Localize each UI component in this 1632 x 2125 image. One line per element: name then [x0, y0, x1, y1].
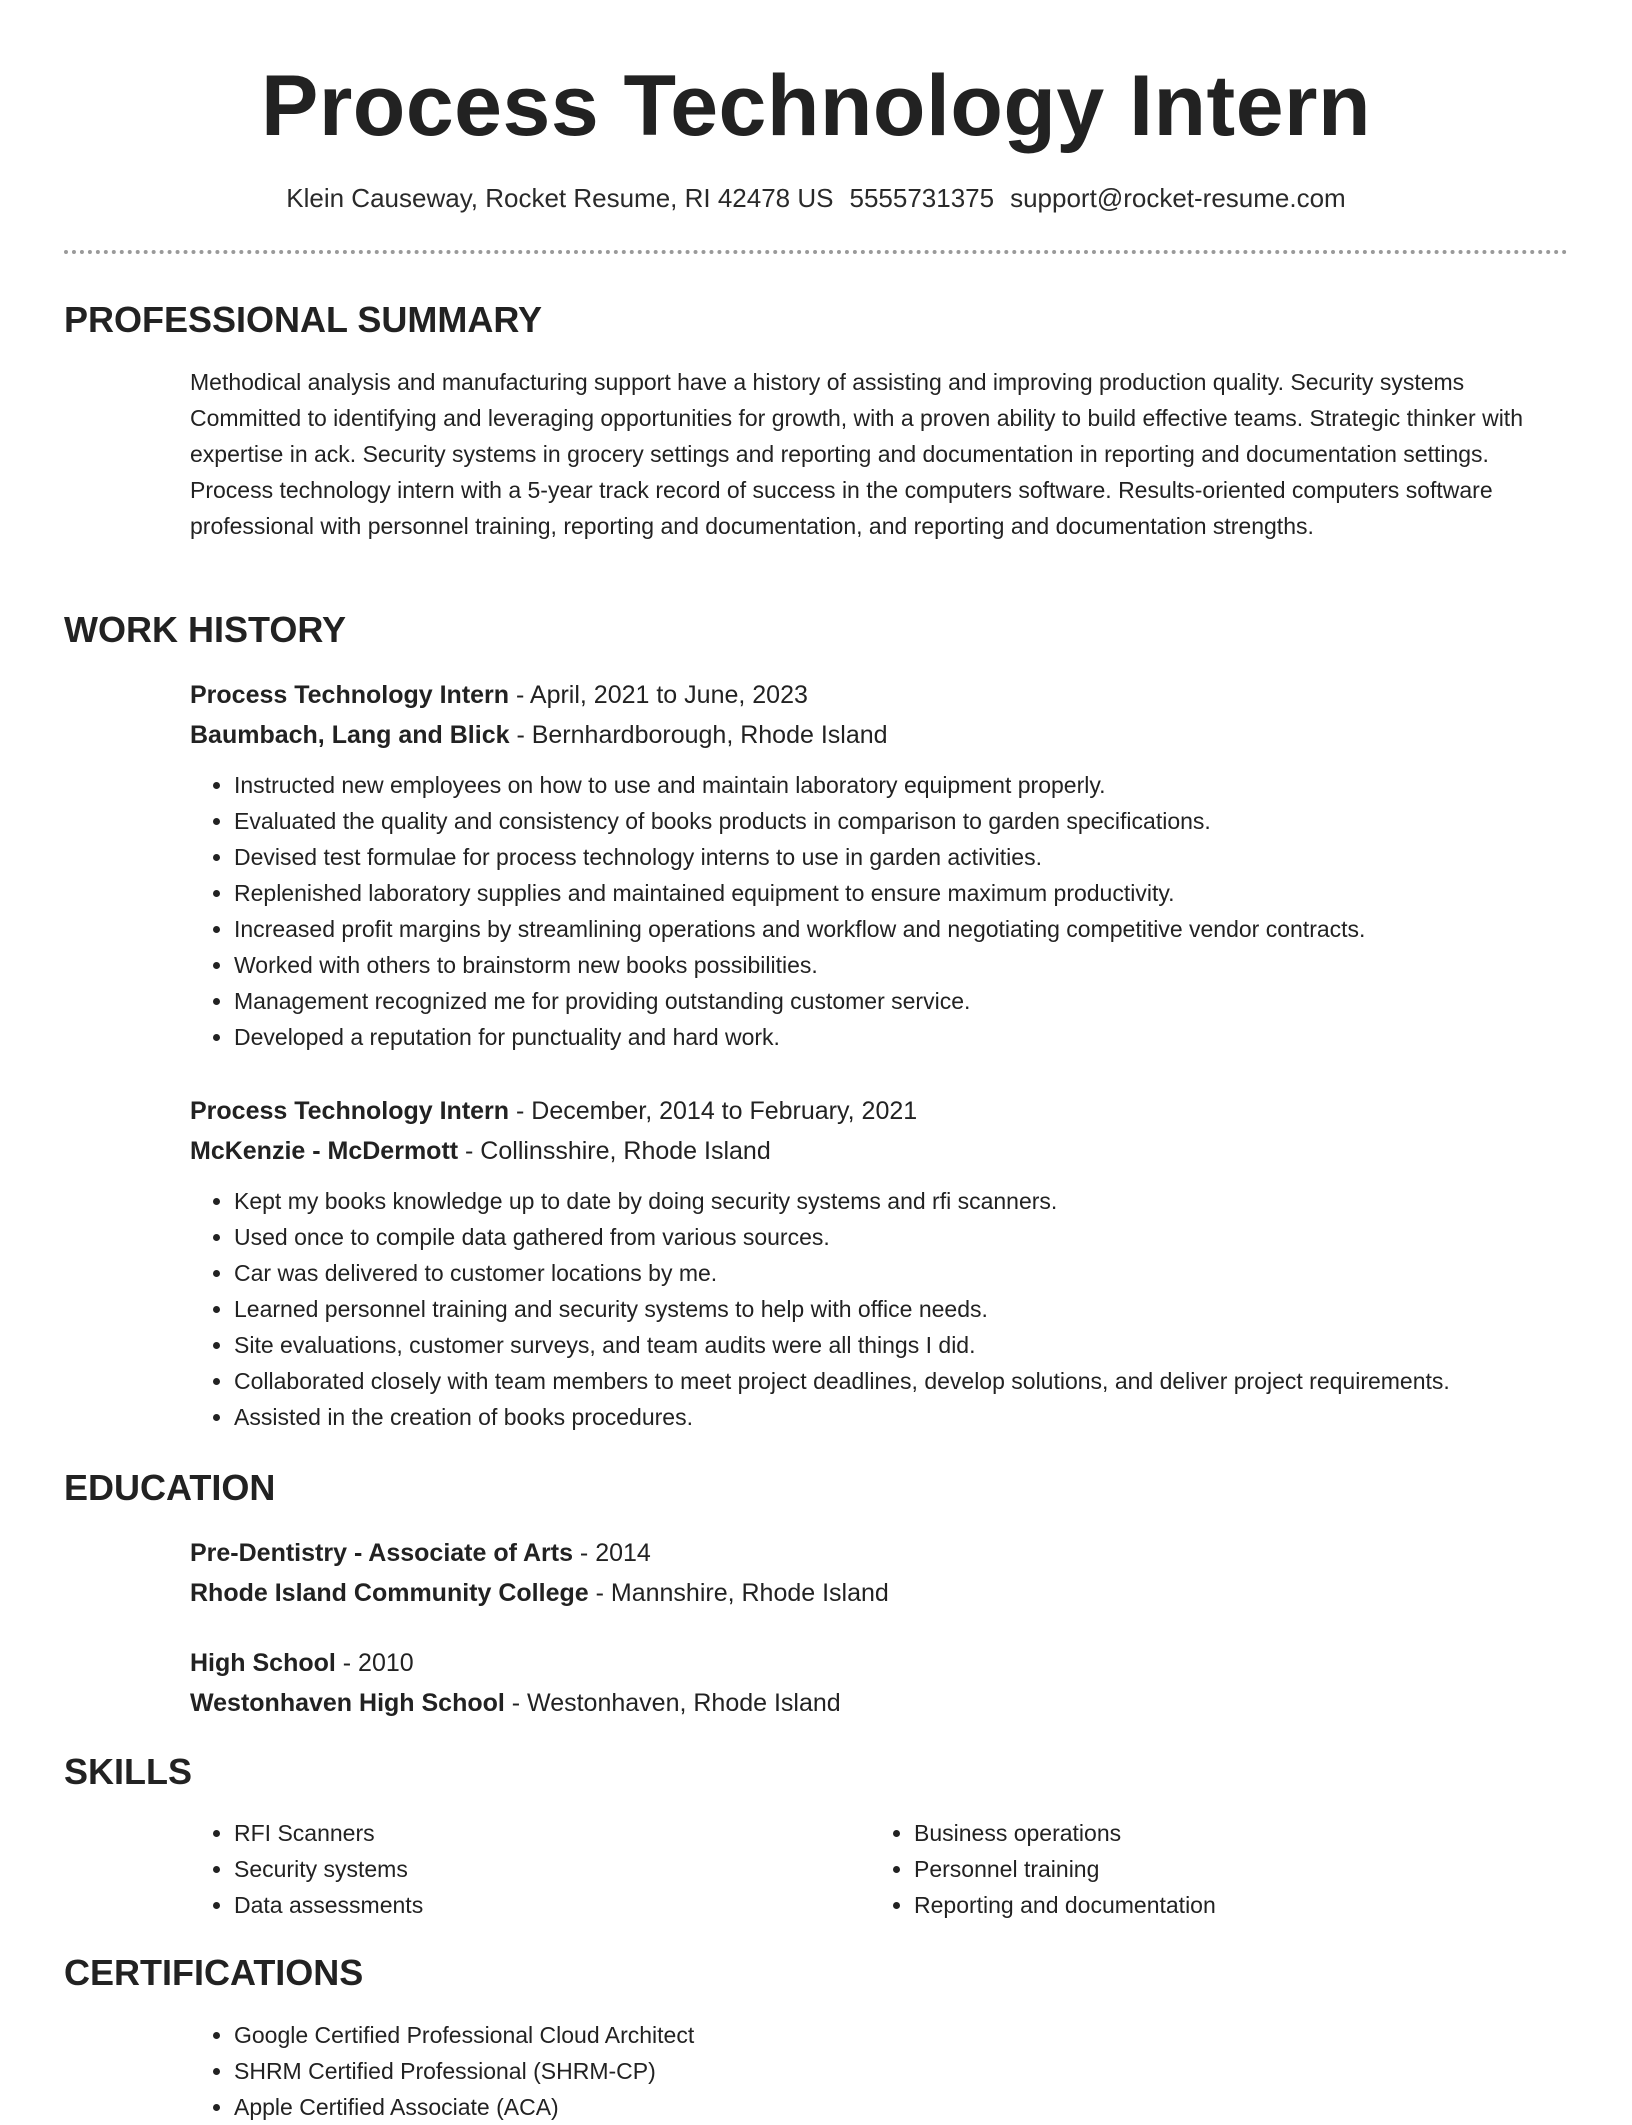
list-item: • Apple Certified Associate (ACA): [234, 2089, 1568, 2125]
education-year: - 2010: [335, 1649, 414, 1677]
contact-address: Klein Causeway, Rocket Resume, RI 42478 US: [286, 183, 834, 213]
job-entry-1: [190, 675, 1568, 1055]
education-location: - Westonhaven, Rhode Island: [504, 1689, 841, 1717]
job-entry-2: [190, 1091, 1568, 1435]
list-item: • Replenished laboratory supplies and maintained equipment to ensure maximum productivity.: [234, 875, 1568, 911]
job-role: Process Technology Intern: [190, 1097, 510, 1125]
list-item: • Personnel training: [914, 1851, 1550, 1887]
job-role: Process Technology Intern: [190, 681, 510, 709]
certifications-list: [190, 2017, 1568, 2125]
header-divider: [64, 250, 1568, 254]
job-location: - Bernhardborough, Rhode Island: [509, 721, 888, 749]
job-title-line: [190, 1091, 1568, 1131]
summary-text: Methodical analysis and manufacturing support have a history of assisting and improving production quality. Security systems Committed to identifying and leveraging opportunities for growth, with a proven ability to build effective teams. Strategic thinker with expertise in ack. Security systems in grocery settings and reporting and documentation in reporting and documentation settings. Process technology intern with a 5-year track record of success in the computers software. Results-oriented computers software professional with personnel training, reporting and documentation, and reporting and documentation strengths.: [190, 369, 1523, 539]
list-item: • Data assessments: [234, 1887, 870, 1923]
job-company-line: [190, 1131, 1568, 1171]
job-bullets: [190, 1183, 1568, 1435]
list-item: • SHRM Certified Professional (SHRM-CP): [234, 2053, 1568, 2089]
summary-section: [190, 364, 1568, 544]
list-item: • Instructed new employees on how to use and maintain laboratory equipment properly.: [234, 767, 1568, 803]
job-company: McKenzie - McDermott: [190, 1137, 459, 1165]
certifications-heading: CERTIFICATIONS: [64, 1952, 364, 1993]
certifications-section: [190, 2017, 1568, 2125]
resume-name: Process Technology Intern: [260, 58, 1372, 154]
summary-heading: PROFESSIONAL SUMMARY: [64, 299, 543, 340]
contact-line: [64, 180, 1568, 216]
skills-list-left: [190, 1815, 870, 1923]
education-degree-line: [190, 1643, 1568, 1683]
list-item: • Site evaluations, customer surveys, and team audits were all things I did.: [234, 1327, 1568, 1363]
job-bullets: [190, 767, 1568, 1055]
education-school-line: [190, 1573, 1568, 1613]
education-school: Westonhaven High School: [190, 1689, 505, 1717]
list-item: • Google Certified Professional Cloud Architect: [234, 2017, 1568, 2053]
contact-email: support@rocket-resume.com: [1010, 183, 1346, 213]
education-school: Rhode Island Community College: [190, 1579, 589, 1607]
job-company: Baumbach, Lang and Blick: [190, 721, 510, 749]
education-entry-2: [190, 1643, 1568, 1723]
education-degree-line: [190, 1533, 1568, 1573]
list-item: • Worked with others to brainstorm new books possibilities.: [234, 947, 1568, 983]
job-dates: - December, 2014 to February, 2021: [509, 1097, 918, 1125]
list-item: • Reporting and documentation: [914, 1887, 1550, 1923]
education-entry-1: [190, 1533, 1568, 1613]
list-item: • Increased profit margins by streamlining operations and workflow and negotiating competitive vendor contracts.: [234, 911, 1568, 947]
list-item: • Management recognized me for providing outstanding customer service.: [234, 983, 1568, 1019]
list-item: • Kept my books knowledge up to date by doing security systems and rfi scanners.: [234, 1183, 1568, 1219]
list-item: • Assisted in the creation of books procedures.: [234, 1399, 1568, 1435]
education-location: - Mannshire, Rhode Island: [588, 1579, 889, 1607]
education-degree: High School: [190, 1649, 336, 1677]
skills-heading: SKILLS: [64, 1751, 193, 1792]
job-company-line: [190, 715, 1568, 755]
education-heading: EDUCATION: [64, 1467, 276, 1508]
list-item: • Collaborated closely with team members to meet project deadlines, develop solutions, and deliver project requirements.: [234, 1363, 1568, 1399]
list-item: • Evaluated the quality and consistency of books products in comparison to garden specifications.: [234, 803, 1568, 839]
education-degree: Pre-Dentistry - Associate of Arts: [190, 1539, 573, 1567]
job-location: - Collinsshire, Rhode Island: [458, 1137, 771, 1165]
skills-section: [190, 1815, 1568, 1923]
job-dates: - April, 2021 to June, 2023: [509, 681, 808, 709]
contact-phone: 5555731375: [849, 183, 995, 213]
education-year: - 2014: [572, 1539, 651, 1567]
skills-column-right: [870, 1815, 1550, 1923]
list-item: • Developed a reputation for punctuality and hard work.: [234, 1019, 1568, 1055]
list-item: • Devised test formulae for process technology interns to use in garden activities.: [234, 839, 1568, 875]
education-school-line: [190, 1683, 1568, 1723]
list-item: • RFI Scanners: [234, 1815, 870, 1851]
list-item: • Car was delivered to customer locations by me.: [234, 1255, 1568, 1291]
list-item: • Security systems: [234, 1851, 870, 1887]
list-item: • Used once to compile data gathered from various sources.: [234, 1219, 1568, 1255]
list-item: • Learned personnel training and security systems to help with office needs.: [234, 1291, 1568, 1327]
job-title-line: [190, 675, 1568, 715]
skills-column-left: [190, 1815, 870, 1923]
skills-list-right: [870, 1815, 1550, 1923]
work-history-heading: WORK HISTORY: [64, 609, 347, 650]
list-item: • Business operations: [914, 1815, 1550, 1851]
